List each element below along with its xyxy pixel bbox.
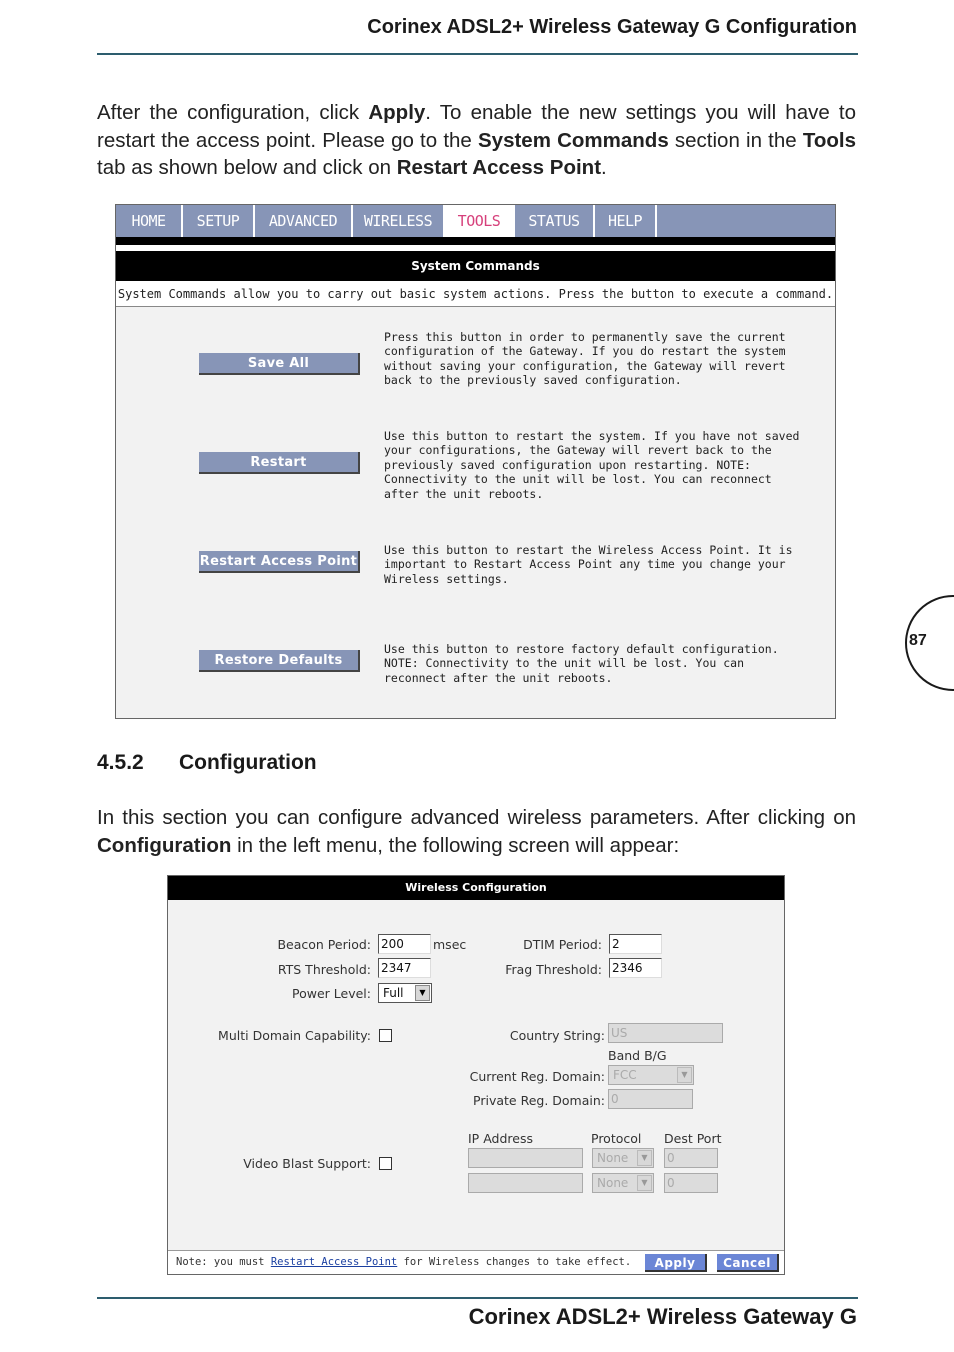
restart-access-point-description: Use this button to restart the Wireless Access Point. It is important to Restart Access Point any time you change your Wireless settings. [384,543,793,586]
dest-port-header: Dest Port [664,1131,722,1146]
multi-domain-label: Multi Domain Capability: [218,1028,371,1043]
text: for Wireless changes to take effect. [397,1256,632,1268]
page-number: 87 [909,632,927,649]
cancel-button[interactable]: Cancel [717,1254,779,1272]
private-reg-domain-input[interactable]: 0 [608,1089,693,1109]
dest-port-input-2[interactable]: 0 [664,1173,718,1193]
text: . To enable the new settings you will have to restart the access point. Please go to the [97,101,857,152]
protocol-select-2[interactable] [592,1173,654,1193]
bold-apply: Apply [368,101,426,124]
current-reg-domain-select[interactable] [608,1065,694,1085]
text: After the configuration, click [97,101,369,124]
system-commands-screenshot [115,204,836,719]
beacon-period-label: Beacon Period: [277,937,371,952]
running-header: Corinex ADSL2+ Wireless Gateway G Configuration [367,16,857,38]
chevron-down-icon: ▼ [677,1067,692,1083]
tab-setup[interactable]: SETUP [183,205,255,237]
intro-paragraph [97,99,856,182]
video-blast-label: Video Blast Support: [243,1156,371,1171]
section-heading [97,751,317,775]
text: tab as shown below and click on [97,156,397,179]
restart-note [176,1256,631,1268]
config-paragraph [97,804,856,859]
text: section in the [668,128,803,152]
tab-tools[interactable]: TOOLS [445,205,515,237]
ip-address-header: IP Address [468,1131,533,1146]
power-level-label: Power Level: [292,986,371,1001]
commands-panel [116,307,835,718]
dest-port-input-1[interactable]: 0 [664,1148,718,1168]
text: In this section you can configure advanced wireless parameters. After clicking on [97,806,856,829]
beacon-unit-label: msec [433,937,467,952]
tab-wireless[interactable]: WIRELESS [353,205,445,237]
dtim-period-input[interactable]: 2 [609,934,662,954]
frag-threshold-input[interactable]: 2346 [609,958,662,978]
restart-access-point-button[interactable]: Restart Access Point [199,551,360,573]
private-reg-domain-label: Private Reg. Domain: [473,1093,605,1108]
save-all-button[interactable]: Save All [199,353,360,375]
current-reg-domain-value: FCC [613,1068,637,1082]
power-level-select[interactable] [378,983,432,1003]
wireless-configuration-screenshot [167,875,785,1275]
country-string-label: Country String: [509,1028,605,1043]
protocol-header: Protocol [591,1131,642,1146]
power-level-value: Full [383,986,404,1000]
chevron-down-icon: ▼ [415,985,430,1001]
text: in the left menu, the following screen will appear: [231,833,680,857]
rts-threshold-input[interactable]: 2347 [378,958,431,978]
restart-description: Use this button to restart the system. If you have not saved your configurations, the Gateway will revert back to the previously saved configuration upon restarting. NOTE: Connectivity to the unit will be lost. You can reconnect after the unit reboots. [384,429,800,501]
section-number: 4.5.2 [97,751,144,774]
restart-button[interactable]: Restart [199,452,360,474]
protocol-value: None [597,1176,629,1190]
tab-advanced[interactable]: ADVANCED [255,205,353,237]
tab-home[interactable]: HOME [116,205,183,237]
system-commands-title: System Commands [116,251,835,281]
ip-address-input-1[interactable] [468,1148,583,1168]
wireless-config-footer [168,1250,784,1274]
header-rule [97,53,858,55]
system-commands-description: System Commands allow you to carry out basic system actions. Press the button to execute a command. [116,281,835,307]
tab-help[interactable]: HELP [595,205,657,237]
wireless-configuration-title: Wireless Configuration [168,876,784,900]
dtim-period-label: DTIM Period: [523,937,602,952]
tab-bar [116,205,835,237]
bold-configuration: Configuration [97,833,232,857]
text: Note: you must [176,1256,271,1268]
bold-system-commands: System Commands [478,128,669,152]
running-footer: Corinex ADSL2+ Wireless Gateway G [468,1304,857,1329]
rts-threshold-label: RTS Threshold: [277,962,371,977]
beacon-period-input[interactable]: 200 [378,934,431,954]
restore-defaults-description: Use this button to restore factory default configuration. NOTE: Connectivity to the unit will be lost. You can reconnect after the unit reboots. [384,642,779,685]
multi-domain-checkbox[interactable] [379,1029,392,1042]
apply-button[interactable]: Apply [645,1254,707,1272]
footer-rule [97,1297,858,1299]
text: . [601,156,607,179]
tab-underline [116,237,835,245]
frag-threshold-label: Frag Threshold: [505,962,602,977]
band-label: Band B/G [608,1048,667,1063]
bold-tools: Tools [802,128,856,152]
protocol-value: None [597,1151,629,1165]
video-blast-checkbox[interactable] [379,1157,392,1170]
bold-restart-access-point: Restart Access Point [396,156,602,179]
ip-address-input-2[interactable] [468,1173,583,1193]
save-all-description: Press this button in order to permanently save the current configuration of the Gateway. If you do restart the system without saving your configuration, the Gateway will revert back to the previously saved configuration. [384,330,786,388]
restart-access-point-link[interactable]: Restart Access Point [270,1256,398,1268]
chevron-down-icon: ▼ [637,1150,652,1166]
current-reg-domain-label: Current Reg. Domain: [469,1069,605,1084]
country-string-input[interactable]: US [608,1023,723,1043]
tab-status[interactable]: STATUS [515,205,595,237]
chevron-down-icon: ▼ [637,1175,652,1191]
protocol-select-1[interactable] [592,1148,654,1168]
restore-defaults-button[interactable]: Restore Defaults [199,650,360,672]
section-title: Configuration [179,751,317,774]
